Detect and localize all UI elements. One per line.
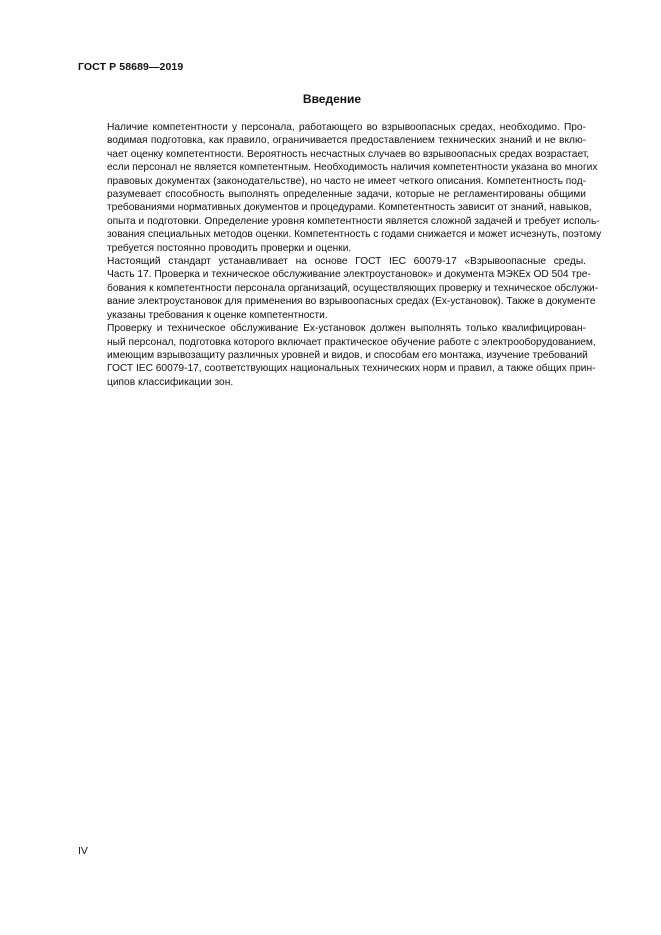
text-line: чает оценку компетентности. Вероятность несчастных случаев во взрывоопасных средах возрастает, <box>107 148 590 160</box>
text-line: если персонал не является компетентным. Необходимость наличия компетентности указана во многих <box>107 162 598 174</box>
text-line: имеющим взрывозащиту различных уровней и видов, и способам его монтажа, изучение требований <box>107 349 588 361</box>
text-line: опыта и подготовки. Определение уровня компетентности является сложной задачей и требует исполь- <box>107 215 600 227</box>
text-line: правовых документах (законодательстве), но часто не имеет четкого описания. Компетентность под- <box>107 175 587 187</box>
text-line: Проверку и техническое обслуживание Ех-установок должен выполнять только квалифицирован- <box>107 323 586 335</box>
text-line: Настоящий стандарт устанавливает на основе ГОСТ IEC 60079-17 «Взрывоопасные среды. <box>107 256 586 268</box>
text-line: ципов классификации зон. <box>107 376 234 388</box>
text-line: требуется постоянно проводить проверки и оценки. <box>107 242 352 254</box>
paragraph-standard-basis <box>78 255 599 322</box>
text-line: бования к компетентности персонала организаций, осуществляющих проверку и техническое обслужи- <box>107 282 599 294</box>
text-line: зования специальных методов оценки. Компетентность с годами снижается и может исчезнуть, поэтому <box>107 229 602 241</box>
text-line: ГОСТ IEC 60079-17, соответствующих национальных технических норм и правил, а также общих прин- <box>107 363 596 375</box>
document-body <box>78 121 602 389</box>
standard-code-header: ГОСТ Р 58689—2019 <box>78 61 184 73</box>
paragraph-competence <box>78 121 602 255</box>
section-title: Введение <box>302 92 362 106</box>
text-line: разумевает способность выполнять определенные задачи, которые не регламентированы общими <box>107 189 586 201</box>
text-line: требованиями нормативных документов и процедурами. Компетентность зависит от знаний, навыков, <box>107 202 592 214</box>
text-line: Часть 17. Проверка и техническое обслуживание электроустановок» и документа МЭКЕх OD 504 тре- <box>107 269 591 281</box>
text-line: водимая подготовка, как правило, ограничивается предоставлением технических знаний и не вклю- <box>107 135 586 147</box>
text-line: вание электроустановок для применения во взрывоопасных средах (Ех-установок). Также в документе <box>107 296 596 308</box>
paragraph-qualified-personnel <box>78 322 596 389</box>
text-line: указаны требования к оценке компетентности. <box>107 309 328 321</box>
text-line: ный персонал, подготовка которого включает практическое обучение работе с электрооборудованием, <box>107 336 596 348</box>
text-line: Наличие компетентности у персонала, работающего во взрывоопасных средах, необходимо. Про- <box>107 122 586 133</box>
page-number: IV <box>78 845 88 857</box>
